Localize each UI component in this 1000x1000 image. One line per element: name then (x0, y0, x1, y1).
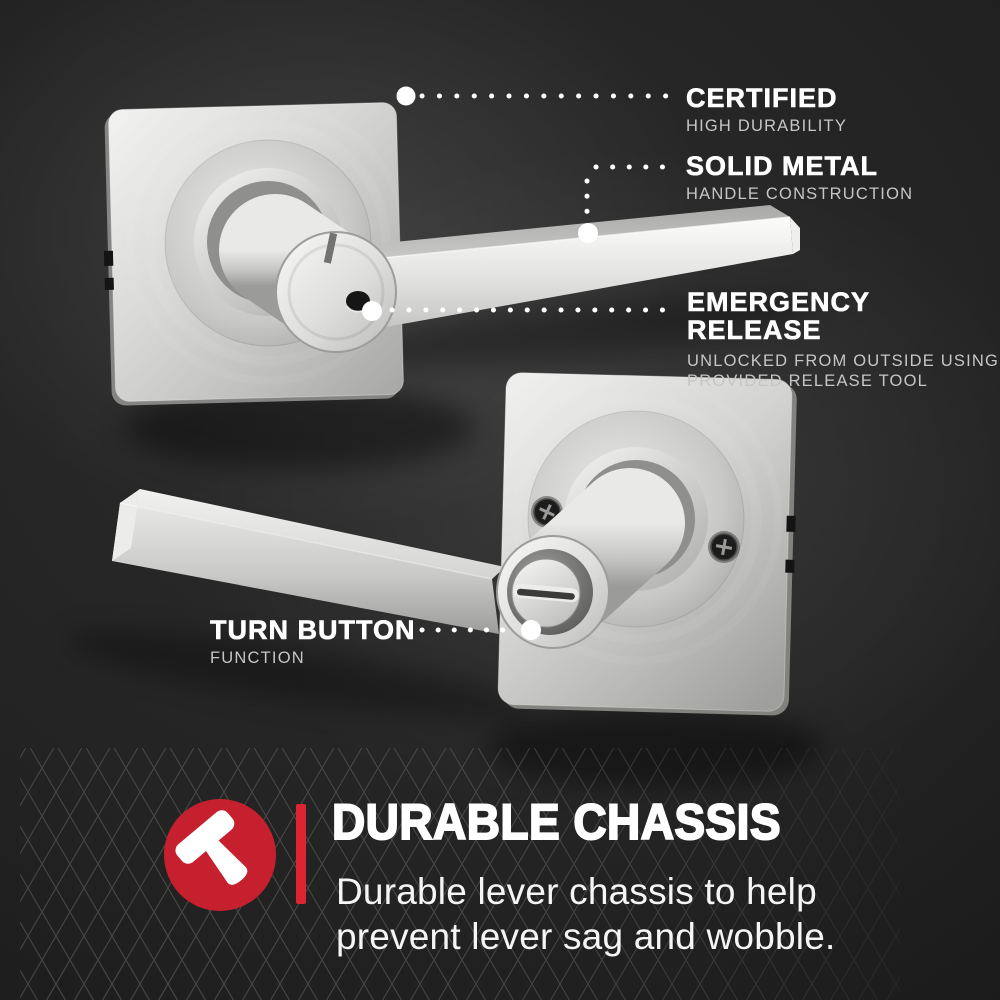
callout-certified (686, 84, 847, 136)
rose-edge-notch (785, 560, 794, 573)
callout-subtitle-line: UNLOCKED FROM OUTSIDE USING (687, 352, 1000, 370)
callout-subtitle: HANDLE CONSTRUCTION (686, 185, 914, 203)
rose-edge-notch (105, 278, 114, 290)
lever-hub-cap (276, 232, 396, 352)
callout-title: CERTIFIED (686, 83, 838, 113)
leader-anchor-dot (521, 620, 541, 640)
leader-anchor-dot (397, 87, 416, 106)
callout-subtitle (687, 351, 999, 391)
callout-solid-metal (686, 152, 913, 204)
feature-description-line: Durable lever chassis to help (336, 871, 817, 912)
callout-emergency-release (687, 288, 999, 391)
callout-title: EMERGENCY (687, 287, 871, 317)
leader-anchor-dot (578, 223, 598, 243)
leader-anchor-dot (362, 301, 382, 321)
feature-description (336, 869, 835, 959)
rose-edge-notch (104, 251, 113, 266)
mounting-screw (708, 531, 740, 563)
callout-title: TURN BUTTON (210, 615, 416, 645)
feature-description-line: prevent lever sag and wobble. (336, 916, 836, 957)
feature-badge (160, 795, 280, 915)
red-divider-bar (296, 804, 306, 904)
feature-heading: DURABLE CHASSIS (332, 794, 782, 850)
callout-subtitle: HIGH DURABILITY (686, 117, 848, 135)
callout-title: RELEASE (687, 315, 822, 345)
callout-subtitle-line: PROVIDED RELEASE TOOL (687, 372, 928, 390)
rose-edge-notch (786, 516, 795, 532)
callout-subtitle: FUNCTION (210, 649, 305, 667)
callout-turn-button (210, 616, 415, 668)
callout-title: SOLID METAL (686, 151, 878, 181)
